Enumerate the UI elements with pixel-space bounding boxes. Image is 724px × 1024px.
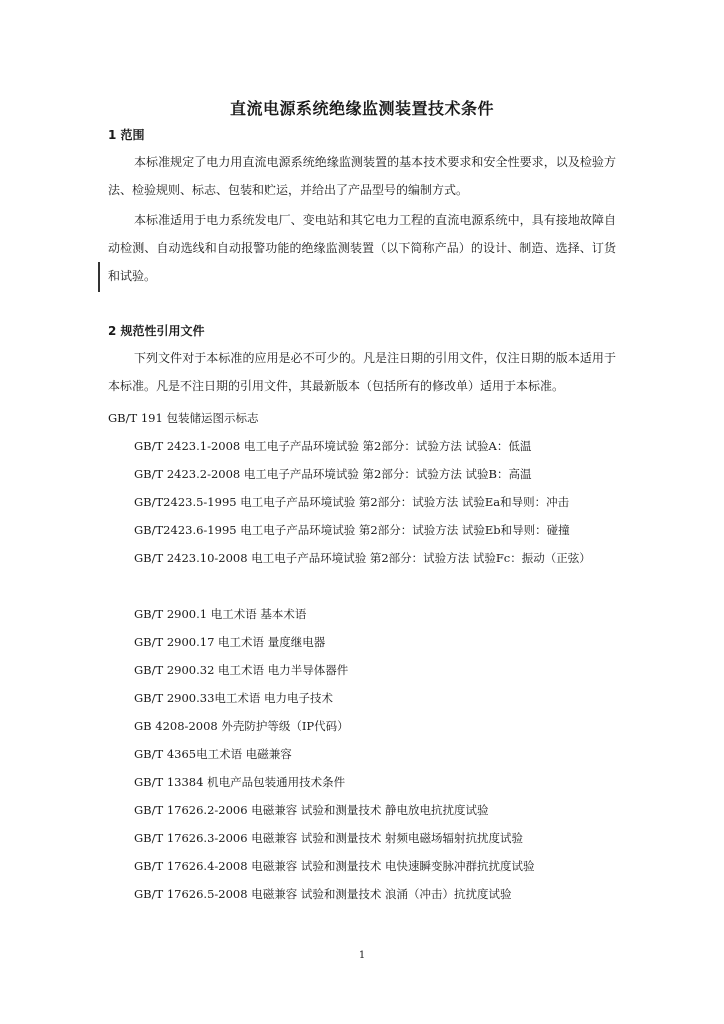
- revision-change-bar: [98, 262, 100, 292]
- reference-item: GB/T 2900.33电工术语 电力电子技术: [134, 691, 334, 705]
- section-heading-scope: 1 范围: [108, 128, 145, 142]
- section-heading-normative-references: 2 规范性引用文件: [108, 324, 205, 338]
- reference-item: GB/T2423.6-1995 电工电子产品环境试验 第2部分：试验方法 试验Eb和导则：碰撞: [134, 523, 570, 537]
- reference-item: GB/T 2900.1 电工术语 基本术语: [134, 607, 307, 621]
- reference-item: GB/T 17626.4-2008 电磁兼容 试验和测量技术 电快速瞬变脉冲群抗扰度试验: [134, 859, 535, 873]
- reference-item: GB/T 2423.2-2008 电工电子产品环境试验 第2部分：试验方法 试验B：高温: [134, 467, 532, 481]
- scope-paragraph-1: 本标准规定了电力用直流电源系统绝缘监测装置的基本技术要求和安全性要求，以及检验方法、检验规则、标志、包装和贮运，并给出了产品型号的编制方式。: [108, 155, 616, 197]
- reference-item: GB/T2423.5-1995 电工电子产品环境试验 第2部分：试验方法 试验Ea和导则：冲击: [134, 495, 570, 509]
- reference-item: GB/T 17626.3-2006 电磁兼容 试验和测量技术 射频电磁场辐射抗扰度试验: [134, 831, 524, 845]
- reference-item: GB/T 2900.32 电工术语 电力半导体器件: [134, 663, 349, 677]
- reference-item: GB/T 2423.10-2008 电工电子产品环境试验 第2部分：试验方法 试验Fc：振动（正弦）: [134, 551, 591, 565]
- reference-item: GB/T 4365电工术语 电磁兼容: [134, 747, 292, 761]
- reference-item: GB/T 17626.2-2006 电磁兼容 试验和测量技术 静电放电抗扰度试验: [134, 803, 489, 817]
- references-intro-paragraph: 下列文件对于本标准的应用是必不可少的。凡是注日期的引用文件，仅注日期的版本适用于本标准。凡是不注日期的引用文件，其最新版本（包括所有的修改单）适用于本标准。: [108, 351, 616, 393]
- reference-item: GB/T 2423.1-2008 电工电子产品环境试验 第2部分：试验方法 试验A：低温: [134, 439, 532, 453]
- reference-item: GB 4208-2008 外壳防护等级（IP代码）: [134, 719, 349, 733]
- reference-item: GB/T 191 包装储运图示标志: [108, 411, 259, 425]
- scope-paragraph-2: 本标准适用于电力系统发电厂、变电站和其它电力工程的直流电源系统中，具有接地故障自动检测、自动选线和自动报警功能的绝缘监测装置（以下简称产品）的设计、制造、选择、订货和试验。: [108, 213, 616, 283]
- reference-item: GB/T 2900.17 电工术语 量度继电器: [134, 635, 326, 649]
- reference-item: GB/T 17626.5-2008 电磁兼容 试验和测量技术 浪涌（冲击）抗扰度试验: [134, 887, 512, 901]
- reference-item: GB/T 13384 机电产品包装通用技术条件: [134, 775, 346, 789]
- document-title: 直流电源系统绝缘监测装置技术条件: [229, 99, 494, 118]
- page-number: 1: [358, 950, 366, 961]
